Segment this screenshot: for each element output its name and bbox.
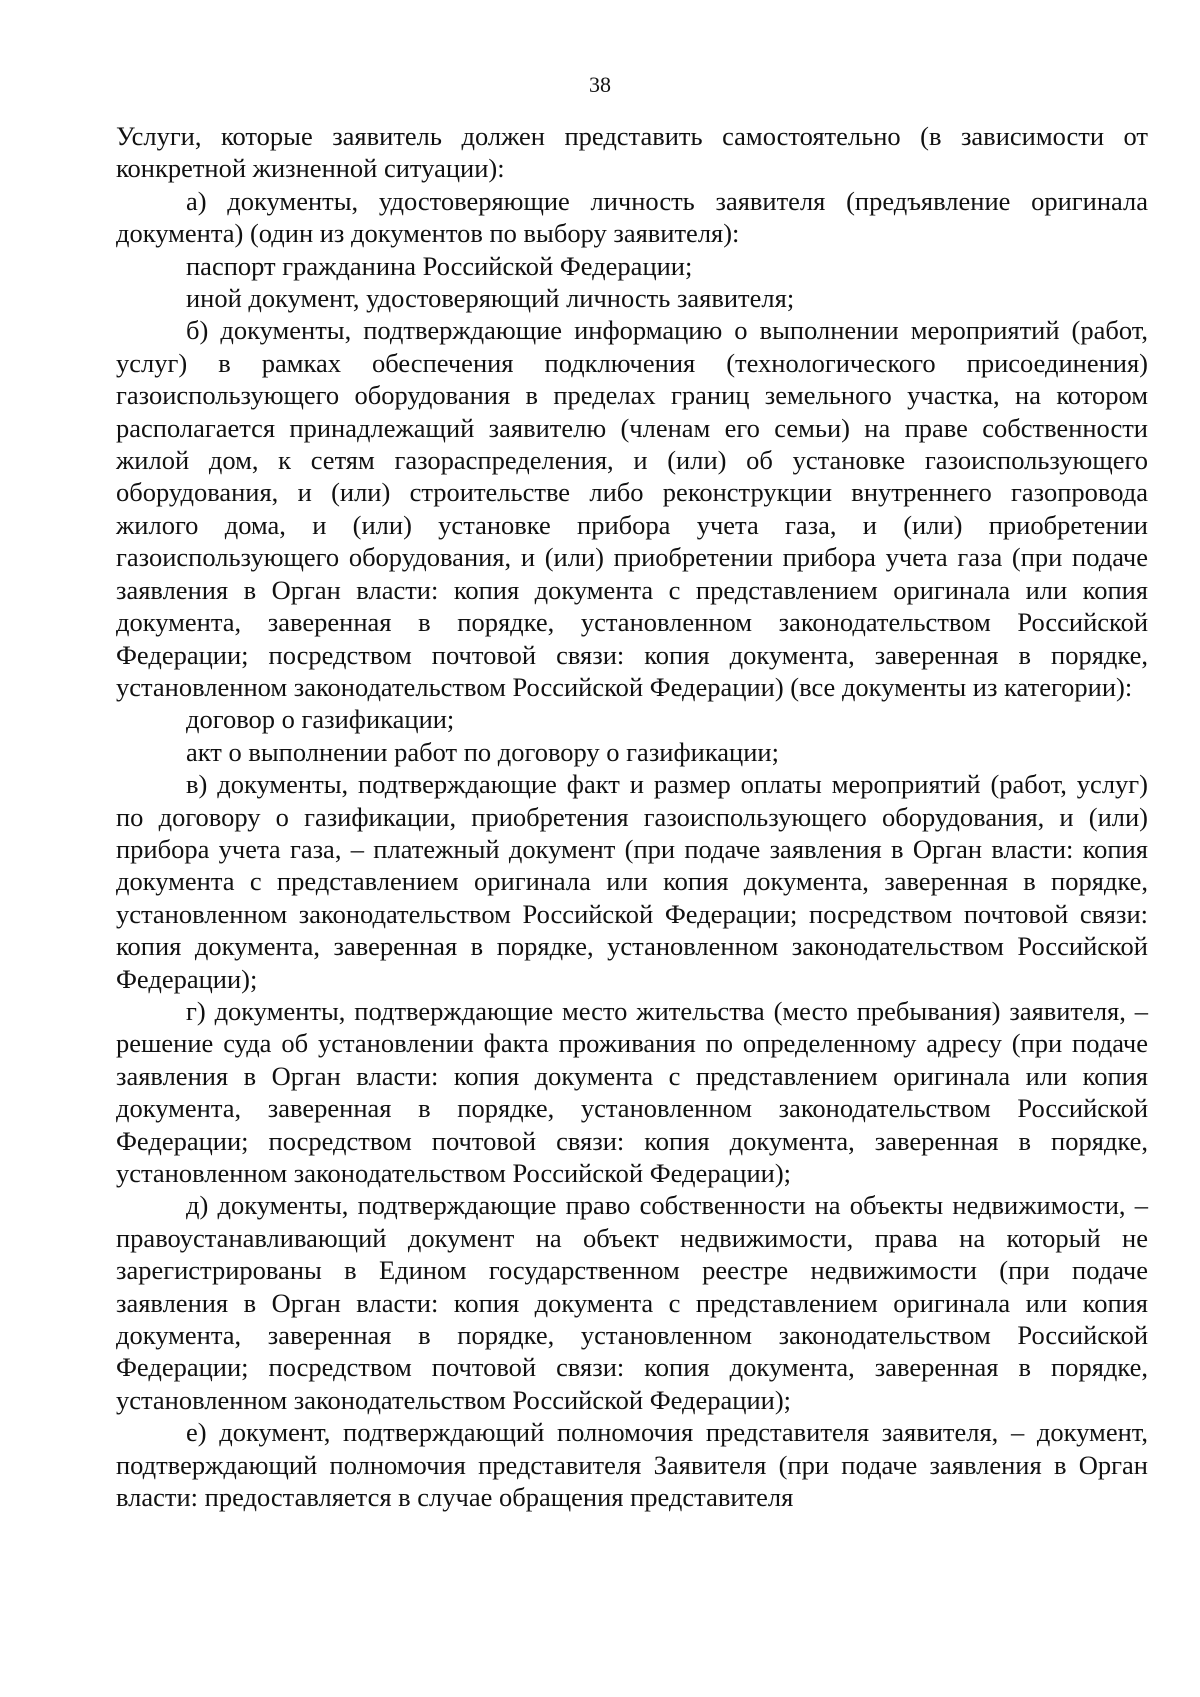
paragraph-item-b: б) документы, подтверждающие информацию о выполнении мероприятий (работ, услуг) в рамках обеспечения подключения (технологического присоединения) газоиспользующего оборудования в пределах границ земельного участка, на котором располагается принадлежащий заявителю (членам его семьи) на праве собственности жилой дом, к сетям газораспределения, и (или) об установке газоиспользующего оборудования, и (или) строительстве либо реконструкции внутреннего газопровода жилого дома, и (или) установке прибора учета газа, и (или) приобретении газоиспользующего оборудования, и (или) приобретении прибора учета газа (при подаче заявления в Орган власти: копия документа с представлением оригинала или копия документа, заверенная в порядке, установленном законодательством Российской Федерации; посредством почтовой связи: копия документа, заверенная в порядке, установленном законодательством Российской Федерации) (все документы из категории):	[116, 315, 1148, 702]
paragraph-item-g: г) документы, подтверждающие место жительства (место пребывания) заявителя, – решение суда об установлении факта проживания по определенному адресу (при подаче заявления в Орган власти: копия документа с представлением оригинала или копия документа, заверенная в порядке, установленном законодательством Российской Федерации; посредством почтовой связи: копия документа, заверенная в порядке, установленном законодательством Российской Федерации);	[116, 995, 1148, 1188]
paragraph-item-a: а) документы, удостоверяющие личность заявителя (предъявление оригинала документа) (один из документов по выбору заявителя):	[116, 185, 1148, 249]
paragraph-intro: Услуги, которые заявитель должен представить самостоятельно (в зависимости от конкретной жизненной ситуации):	[116, 121, 1148, 184]
page-number: 38	[589, 72, 611, 97]
list-item-other-id: иной документ, удостоверяющий личность заявителя;	[186, 283, 795, 314]
paragraph-item-e: е) документ, подтверждающий полномочия представителя заявителя, – документ, подтверждающий полномочия представителя Заявителя (при подаче заявления в Орган власти: предоставляется в случае обращения представителя	[116, 1417, 1148, 1513]
document-body	[116, 120, 1148, 1513]
paragraph-item-v: в) документы, подтверждающие факт и размер оплаты мероприятий (работ, услуг) по договору о газификации, приобретения газоиспользующего оборудования, и (или) прибора учета газа, – платежный документ (при подаче заявления в Орган власти: копия документа с представлением оригинала или копия документа, заверенная в порядке, установленном законодательством Российской Федерации; посредством почтовой связи: копия документа, заверенная в порядке, установленном законодательством Российской Федерации);	[116, 769, 1148, 994]
list-item-gasification-contract: договор о газификации;	[186, 704, 455, 735]
list-item-work-act: акт о выполнении работ по договору о газификации;	[186, 736, 779, 767]
paragraph-item-d: д) документы, подтверждающие право собственности на объекты недвижимости, – правоустанавливающий документ на объект недвижимости, права на который не зарегистрированы в Едином государственном реестре недвижимости (при подаче заявления в Орган власти: копия документа с представлением оригинала или копия документа, заверенная в порядке, установленном законодательством Российской Федерации; посредством почтовой связи: копия документа, заверенная в порядке, установленном законодательством Российской Федерации);	[116, 1190, 1148, 1415]
list-item-passport: паспорт гражданина Российской Федерации;	[186, 250, 693, 281]
